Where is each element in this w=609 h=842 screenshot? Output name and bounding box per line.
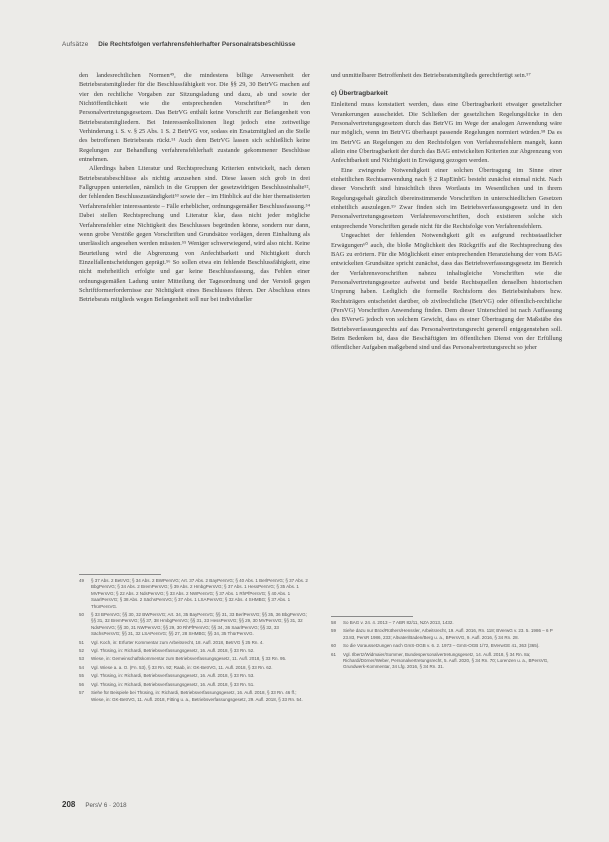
footnote-text: Siehe dazu nur Brox/Rüthers/Henssler, Arbeitsrecht, 19. Aufl. 2016, Rn. 118; BVerwG v. 23. 5. 1986 – 6 P 23.83, PersR 1986, 233; Altvater/Baden/Berg u. a., BPersVG, 9. Aufl. 2016, § 34 Rn. 28. — [343, 628, 553, 640]
footnote-number: 51 — [79, 639, 85, 645]
footnote-text: Vgl. Koch, in: Erfurter Kommentar zum Arbeitsrecht, 18. Aufl. 2018, BetrVG § 25 Rn. 4. — [91, 639, 264, 645]
footnote — [331, 643, 560, 649]
footnote — [79, 673, 308, 679]
page-footer — [62, 800, 127, 809]
footnote-text: Vgl. Wiese a. a. O. (Fn. 53), § 33 Rn. 92; Raab, in: GK-BetrVG, 11. Aufl. 2018, § 33 Rn. 62. — [91, 664, 273, 670]
left-paragraph: den landesrechtlichen Normen⁴⁹, die mindestens billige Anwesenheit der Betriebsratsmitglieder für die Beschlussfähigkeit vor. Die §§ 29, 30 BetrVG machen auf vier den rechtliche Vorgaben zur Sitzungsladung und dazu, ab und sowie der Nichtöffentlichkeit wie die entsprechenden Vorschriften⁵⁰ in den Personalvertretungsgesetzen. Das BetrVG enthält keine Vorschrift zur Befangenheit von Betriebsratsmitgliedern. Bei Interessenkollisionen liegt jedoch eine zeitweilige Verhinderung i. S. v. § 25 Abs. 1 S. 2 BetrVG vor, sodass ein Ersatzmitglied an die Stelle des betroffenen Betriebsrats rückt.⁵¹ Auch dem BetrVG lassen sich schließlich keine Regelungen zur Behandlung verfahrensfehlerhaft zustande gekommener Beschlüsse entnehmen. — [79, 72, 310, 164]
header-title: Die Rechtsfolgen verfahrensfehlerhafter Personalratsbeschlüsse — [98, 41, 296, 48]
right-text-column — [331, 71, 562, 616]
footnote — [331, 652, 560, 671]
footnote-number: 54 — [79, 664, 85, 670]
footnote-number: 58 — [331, 620, 337, 625]
right-footnotes — [331, 620, 560, 783]
footnote-text: So BAG v. 24. 4. 2013 – 7 ABR 82/11, NZA 2013, 1432. — [343, 620, 454, 625]
right-paragraph: Einleitend muss konstatiert werden, dass eine Übertragbarkeit etwaiger gesetzlicher Verankerungen ausscheidet. Die Schließen der gesetzlichen Regelungslücke in den Personalvertretungsgesetzen durch das BetrVG im Wege der analogen Anwendung wäre nur möglich, wenn im BetrVG überhaupt passende Regelungen normiert würden.⁵⁸ Da es im BetrVG an Regelungen zu den Rechtsfolgen von Verfahrensfehlern mangelt, kann allein eine Übertragbarkeit der durch das BAG entwickelten Kriterien zur Abgrenzung von Anfechtbarkeit und Nichtigkeit in Erwägung gezogen werden. — [331, 101, 562, 165]
footnote-text: Vgl. Ilbertz/Widmaier/Sommer, Bundespersonalvertretungsgesetz, 14. Aufl. 2018, § 34 Rn. 8a; Richardi/Dörner/Weber, Personalvertretungsrecht, 5. Aufl. 2020, § 34 Rn. 70; Lorenzen u. a., BPersVG, Grundwerk-Kommentar, 34 Lfg. 2016, § 34 Rn. 31. — [343, 651, 549, 670]
footnote — [79, 640, 308, 646]
right-intro: und unmittelbarer Betroffenheit des Betriebsratsmitglieds gerechtfertigt sein.⁵⁷ — [331, 72, 531, 79]
footnote-text: Siehe für Beispiele bei Thüsing, in: Richardi, Betriebsverfassungsgesetz, 16. Aufl. 2018, § 33 Rn. 46 ff.; Wiese, in: GK-BetrVG, 11. Aufl. 2018, Fitting u. a., Betriebsverfassungsgesetz, 29. Aufl. 2018, § 33 Rn. 54. — [91, 690, 303, 702]
footnote — [79, 682, 308, 688]
footnote-number: 59 — [331, 628, 337, 634]
footnote-text: Vgl. Thüsing, in: Richardi, Betriebsverfassungsgesetz, 16. Aufl. 2018, § 33 Rn. 53. — [91, 673, 255, 679]
footnote-number: 50 — [79, 612, 85, 618]
footnote — [331, 628, 560, 641]
footnote — [79, 612, 308, 638]
footnote — [79, 578, 308, 610]
left-paragraph: Allerdings haben Literatur und Rechtsprechung Kriterien entwickelt, nach denen Betriebsratsbeschlüsse als nichtig anzusehen sind. Diese lassen sich grob in drei Fallgruppen unterteilen, nämlich in die Gruppen der gesetzwidrigen Beschlussinhalte⁵², der fehlenden Beschlusszuständigkeit⁵³ sowie der – im Hinblick auf die hier thematisierten Verfahrensfehler interessanteste – Fälle erheblicher, ordnungsgemäßer Beschlussfassung.⁵⁴ Dabei stellen Rechtsprechung und Literatur klar, dass nicht jeder mögliche Verfahrensfehler eine Nichtigkeit des Beschlusses begründen könne, sondern nur dann, wenn grobe Verstöße gegen Vorschriften und Grundsätze vorlägen, deren Einhaltung als unerlässlich angesehen werden müssten.⁵⁵ Weniger schwerwiegend, wird also nicht. Keine Beurteilung wird die Abgrenzung von Anfechtbarkeit und Nichtigkeit durch Einzelfallentscheidungen geprägt.⁵⁶ So sollen etwa ein fehlende Beschlussfähigkeit, eine nicht mehrheitlich erfolgte und gar keine Beschlussfassung, das Fehlen einer ordnungsgemäßen Ladung unter Mitteilung der Tagesordnung und der Verstoß gegen Schriftformerfordernisse zur Nichtigkeit eines Beschlusses führen. Der Abschluss eines Betriebsrats mitglieds wegen Befangenheit soll nur bei individueller — [79, 165, 310, 304]
footnote-text: Wiese, in: Gemeinschaftskommentar zum Betriebsverfassungsgesetz, 11. Aufl. 2018, § 33 Rn. 95. — [91, 656, 287, 662]
footnote — [79, 690, 308, 703]
footnote-number: 57 — [79, 690, 85, 696]
footnote — [331, 620, 560, 626]
footnote-divider — [79, 574, 161, 575]
footnote-divider — [331, 616, 413, 617]
footnote-text: § 37 Abs. 2 BetrVG; § 34 Abs. 2 BWPersVG; Art. 37 Abs. 2 BayPersVG; § 40 Abs. 1 BerlPersVG; § 37 Abs. 2 BbgPersVG; § 34 Abs. 2 BremPersVG; § 39 Abs. 2 HmbgPersVG; § 37 Abs. 1 HessPersVG; § 35 Abs. 1 MVPersVG; § 22 Abs. 2 NdsPersVG; § 33 Abs. 2 NWPersVG; § 37 Abs. 1 RhPfPersVG; § 40 Abs. 1 SaarlPersVG; § 38 Abs. 2 SächsPersVG; § 37 Abs. 1 LSAPersVG; § 32 Abs. 4 SHMBG; § 37 Abs. 1 ThürPersVG. — [91, 578, 308, 609]
footnote — [79, 648, 308, 654]
left-text-column — [79, 71, 310, 569]
footnote-text: So die Voraussetzungen nach GmS-OGB v. 6. 2. 1973 – GmS-OGB 1/72, BVerwGE 41, 363 (365). — [343, 643, 540, 649]
footnote-text: § 33 BPersVG; §§ 30, 32 BWPersVG; Art. 34, 35 BayPersVG; §§ 31, 33 BerlPersVG; §§ 35, 36 BbgPersVG; §§ 31, 32 BremPersVG; §§ 37, 38 HmbgPersVG; §§ 31, 33 HessPersVG; §§ 29, 30 MVPersVG; §§ 31, 32 NdsPersVG; §§ 30, 31 NWPersVG; §§ 29, 30 RhPfPersVG; §§ 34, 36 SaarlPersVG; §§ 32, 33 SächsPersVG; §§ 31, 32 LSAPersVG; §§ 27, 28 SHMBG; §§ 34, 35 ThürPersVG. — [91, 612, 307, 637]
footnote-number: 49 — [79, 578, 85, 583]
footnote — [79, 656, 308, 662]
footnote-number: 60 — [331, 643, 337, 649]
right-paragraph: Ungeachtet der fehlenden Notwendigkeit gilt es aufgrund rechtsstaatlicher Erwägungen⁶⁰ auch, die bloße Möglichkeit des Rückgriffs auf die Rechtsprechung des BAG zu erörtern. Für die Möglichkeit einer entsprechenden Heranziehung der vom BAG entwickelten Grundsätze spricht zunächst, dass das Betriebsverfassungsgesetz im Bereich der Verfahrensvorschriften nahezu inhaltsgleiche Vorschriften wie die Personalvertretungsgesetze aufweist und beide Rechtsquellen denselben historischen Ursprung haben. Lediglich die formelle Rechtsform des Betriebsinhabers bzw. Rechtsträgers entscheidet darüber, ob zivilrechtliche (BetrVG) oder öffentlich-rechtliche (PersVG) Vorschriften Anwendung finden. Dem dieser Unterschied ist nach Auffassung des BVerwG jedoch von solchem Gewicht, dass es einer Übertragung der Maßstäbe des Betriebsverfassungsrechts auf das Personalvertretungsrecht generell entgegenstehen soll. Beim Bedenken ist, dass die Beschäftigten im öffentlichen Dienst von der Erfüllung öffentlicher Aufgaben maßgebend sind und das Personalvertretungsrecht so jeher — [331, 232, 562, 352]
journal-issue: PersV 6 · 2018 — [85, 802, 127, 809]
footnote-text: Vgl. Thüsing, in: Richardi, Betriebsverfassungsgesetz, 16. Aufl. 2018, § 33 Rn. 52. — [91, 648, 255, 654]
footnote — [79, 665, 308, 671]
left-footnotes — [79, 578, 308, 783]
section-heading: c) Übertragbarkeit — [331, 90, 388, 98]
right-paragraph: Eine zwingende Notwendigkeit einer solchen Übertragung im Sinne einer einheitlichen Rechtsanwendung nach § 2 RspEinhG besteht zunächst einmal nicht. Nach dieser Vorschrift sind hinsichtlich ihres Wortlauts im Wesentlichen und in ihrem Regelungsgehalt gänzlich übereinstimmende Vorschriften in unterschiedlichen Gesetzen einheitlich auszulegen.⁵⁹ Zwar finden sich im Betriebsverfassungsgesetz und in den Personalvertretungsgesetzen Verfahrensvorschriften, doch existieren solche sich entsprechende Vorschriften gerade nicht für die Rechtsfolge von Verfahrensfehlern. — [331, 166, 562, 230]
footnote-number: 53 — [79, 656, 85, 662]
footnote-number: 55 — [79, 673, 85, 679]
footnote-number: 52 — [79, 648, 85, 654]
footnote-number: 61 — [331, 651, 337, 657]
header-section: Aufsätze — [62, 41, 89, 48]
running-header — [62, 41, 562, 48]
footnote-number: 56 — [79, 681, 85, 687]
footnote-text: Vgl. Thüsing, in: Richardi, Betriebsverfassungsgesetz, 16. Aufl. 2018, § 33 Rn. 51. — [91, 681, 255, 687]
page-number: 208 — [62, 800, 76, 809]
